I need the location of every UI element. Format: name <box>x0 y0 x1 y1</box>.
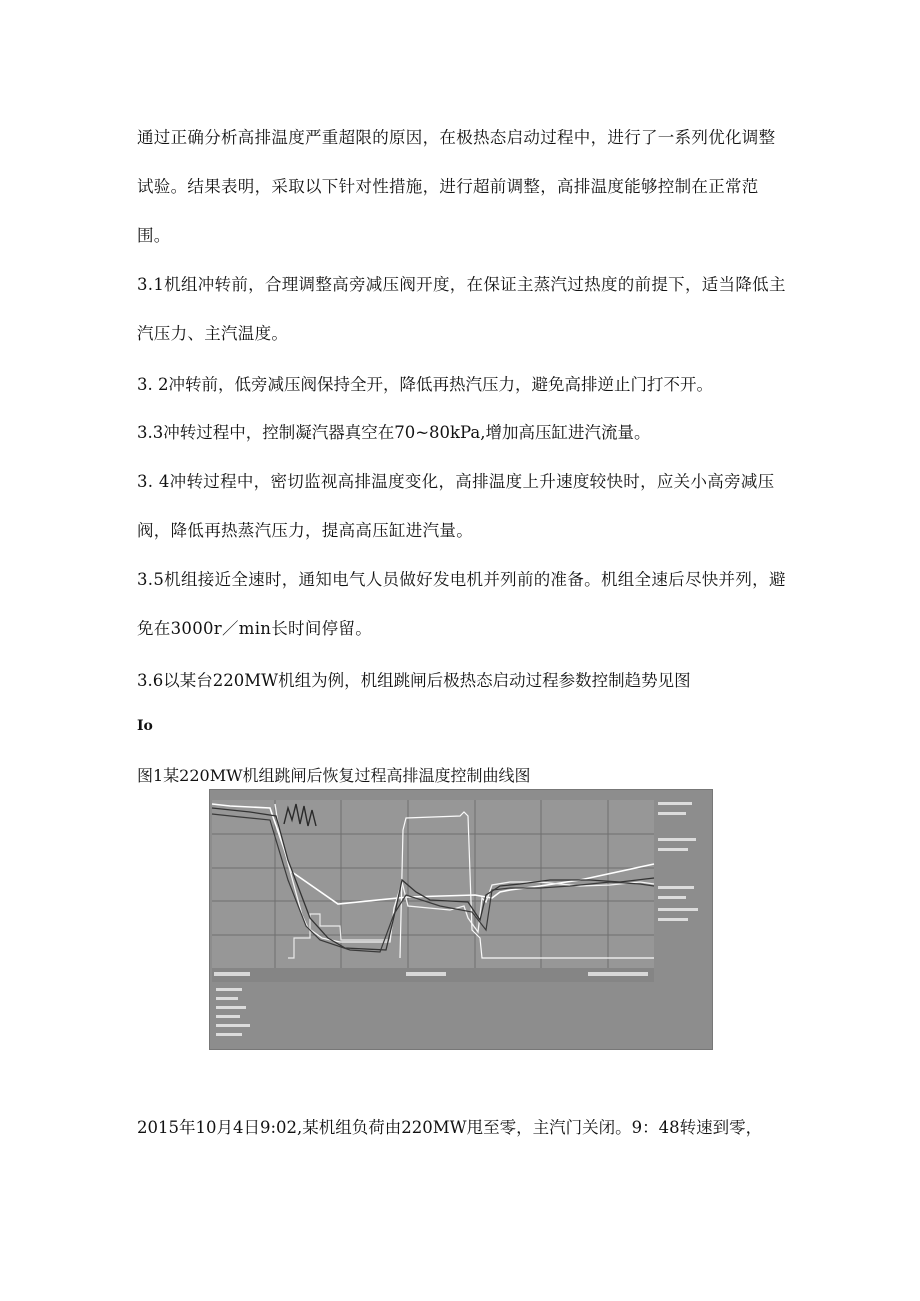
trend-chart-figure <box>209 789 713 1050</box>
legend-area <box>216 988 250 1036</box>
figure-reference-io: Io <box>137 718 153 734</box>
paragraph-intro: 通过正确分析高排温度严重超限的原因，在极热态启动过程中，进行了一系列优化调整试验。结果表明，采取以下针对性措施，进行超前调整，高排温度能够控制在正常范围。 <box>137 128 776 245</box>
trend-chart-image <box>210 790 712 1049</box>
paragraph-3-3: 3.3冲转过程中，控制凝汽器真空在70~80kPa,增加高压缸进汽流量。 <box>137 423 651 442</box>
paragraph-event-description: 2015年10月4日9:02,某机组负荷由220MW甩至零，主汽门关闭。9：48转速到零， <box>137 1118 763 1137</box>
paragraph-3-2: 3. 2冲转前，低旁减压阀保持全开，降低再热汽压力，避免高排逆止门打不开。 <box>137 375 713 394</box>
paragraph-3-6: 3.6以某台220MW机组为例，机组跳闸后极热态启动过程参数控制趋势见图 <box>137 671 691 690</box>
paragraph-3-4: 3. 4冲转过程中，密切监视高排温度变化，高排温度上升速度较快时，应关小高旁减压阀，降低再热蒸汽压力，提高高压缸进汽量。 <box>137 472 775 540</box>
paragraph-3-1: 3.1机组冲转前，合理调整高旁减压阀开度，在保证主蒸汽过热度的前提下，适当降低主汽压力、主汽温度。 <box>137 275 786 343</box>
figure-caption: 图1某220MW机组跳闸后恢复过程高排温度控制曲线图 <box>137 766 531 785</box>
paragraph-3-5: 3.5机组接近全速时，通知电气人员做好发电机并列前的准备。机组全速后尽快并列，避免在3000r／min长时间停留。 <box>137 570 786 638</box>
right-scale-labels <box>658 802 698 921</box>
